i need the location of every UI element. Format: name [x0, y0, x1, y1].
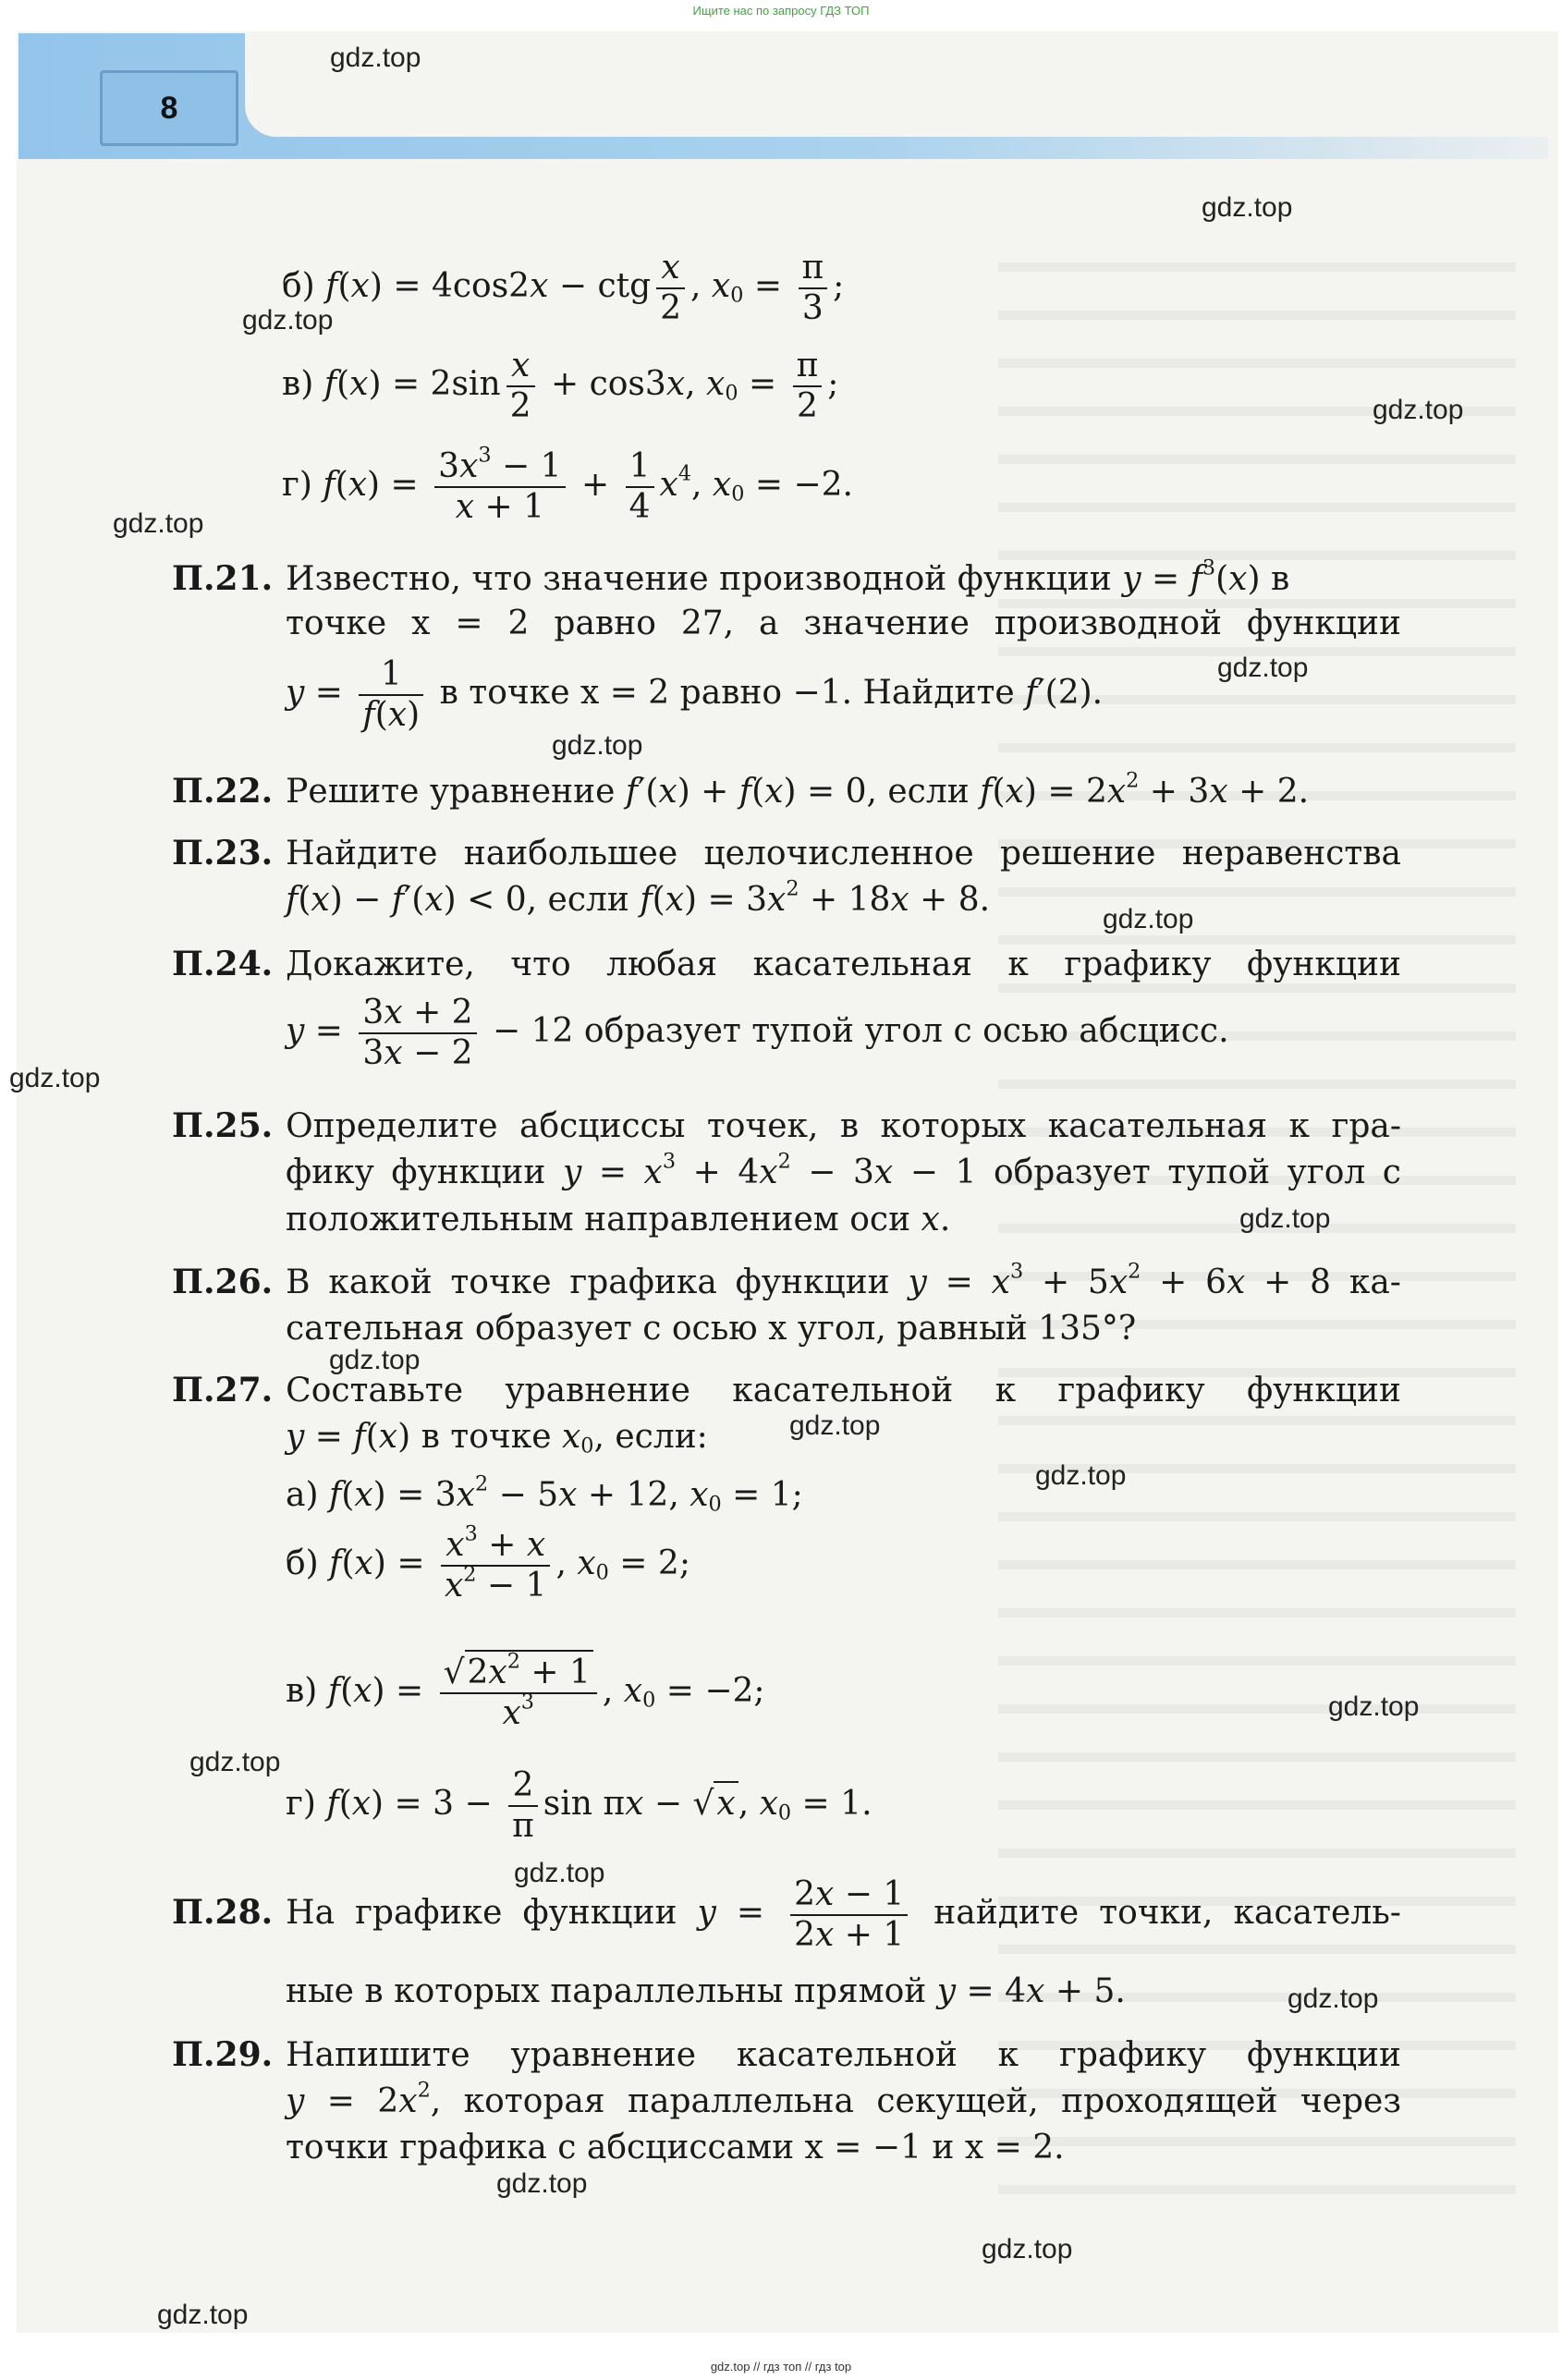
- watermark: gdz.top: [9, 1063, 101, 1093]
- item-label: б): [286, 1544, 319, 1582]
- problem-21-line2: точке x = 2 равно 27, а значение производной функции: [286, 604, 1401, 642]
- problem-label: П.28.: [172, 1893, 274, 1932]
- watermark: gdz.top: [329, 1345, 421, 1375]
- problem-25-line3: положительным направлением оси x.: [286, 1201, 951, 1239]
- problem-28-line2: ные в которых параллельны прямой y = 4x + 5.: [286, 1972, 1126, 2010]
- watermark: gdz.top: [1103, 904, 1194, 934]
- footer: gdz.top // гдз топ // гдз top: [710, 2360, 852, 2374]
- watermark: gdz.top: [789, 1410, 881, 1441]
- watermark: gdz.top: [157, 2300, 249, 2330]
- item-27v: в) f(x) = $\frac{√2x^2 + 1}{x^3}$ , $x_0 = -2$;: [286, 1649, 765, 1732]
- problem-27-line1: П.27. Составьте уравнение касательной к графику функции: [172, 1371, 1401, 1410]
- problem-label: П.25.: [172, 1106, 274, 1145]
- header-cutout: [245, 33, 1548, 137]
- watermark: gdz.top: [242, 305, 334, 336]
- problem-23-line1: П.23. Найдите наибольшее целочисленное решение неравенства: [172, 834, 1401, 873]
- item-20v: в) f(x) = 2sin $\frac{x}{2}$ + cos3x, $x_0$ = $\frac{\pi}{2}$ ;: [282, 347, 839, 425]
- watermark: gdz.top: [1287, 1983, 1379, 2014]
- item-label: г): [282, 466, 312, 504]
- item-label: в): [286, 1672, 318, 1710]
- problem-29-line2: $y = 2x^2$, которая параллельна секущей, проходящей через: [286, 2078, 1401, 2120]
- watermark: gdz.top: [552, 730, 643, 761]
- problem-label: П.26.: [172, 1263, 274, 1301]
- problem-27-line2: y = f(x) в точке $x_0$, если:: [286, 1418, 708, 1459]
- problem-label: П.27.: [172, 1371, 274, 1410]
- item-label: г): [286, 1785, 316, 1823]
- item-27a: а) $f(x) = 3x^2 - 5x + 12$, $x_0 = 1$;: [286, 1471, 803, 1517]
- item-27b: б) f(x) = $\frac{x^3 + x}{x^2 - 1}$ , $x_0 = 2$;: [286, 1521, 690, 1605]
- watermark: gdz.top: [496, 2168, 588, 2199]
- page-number: 8: [100, 70, 238, 146]
- problem-26-line1: П.26. В какой точке графика функции $y = x^3 + 5x^2 + 6x + 8$ ка-: [172, 1259, 1401, 1301]
- problem-24-line2: y = $\frac{3x + 2}{3x - 2}$ − 12 образует тупой угол с осью абсцисс.: [286, 994, 1229, 1072]
- watermark: gdz.top: [113, 508, 204, 539]
- watermark: gdz.top: [514, 1858, 605, 1888]
- problem-25-line1: П.25. Определите абсциссы точек, в которых касательная к гра-: [172, 1106, 1401, 1145]
- problem-29-line3: точки графика с абсциссами x = −1 и x = 2.: [286, 2129, 1065, 2166]
- problem-21-line3: y = $\frac{1}{f(x)}$ в точке x = 2 равно −1. Найдите f′(2).: [286, 655, 1104, 734]
- watermark: gdz.top: [1202, 192, 1293, 223]
- watermark: gdz.top: [1373, 395, 1464, 425]
- watermark: gdz.top: [1328, 1691, 1420, 1722]
- problem-label: П.23.: [172, 834, 274, 873]
- problem-label: П.24.: [172, 945, 274, 983]
- problem-24-line1: П.24. Докажите, что любая касательная к графику функции: [172, 945, 1401, 983]
- problem-23-line2: f(x) − f′(x) < 0, если $f(x) = 3x^2 + 18x + 8$.: [286, 876, 991, 919]
- watermark: gdz.top: [1217, 653, 1309, 683]
- problem-29-line1: П.29. Напишите уравнение касательной к графику функции: [172, 2035, 1401, 2074]
- item-27g: г) f(x) = 3 − $\frac{2}{\pi}$ sin πx − √x, $x_0 = 1$.: [286, 1766, 873, 1845]
- watermark: gdz.top: [330, 43, 421, 73]
- problem-26-line2: сательная образует с осью x угол, равный 135°?: [286, 1310, 1137, 1348]
- problem-label: П.21.: [172, 559, 274, 598]
- watermark: gdz.top: [1239, 1203, 1331, 1234]
- top-banner: Ищите нас по запросу ГДЗ ТОП: [692, 4, 870, 18]
- problem-28-line1: П.28. На графике функции y = $\frac{2x - 1}{2x + 1}$ найдите точки, касатель-: [172, 1875, 1401, 1954]
- item-label: б): [282, 267, 315, 305]
- item-20b: б) f(x) = 4cos2x − ctg $\frac{x}{2}$ , $x_0$ = $\frac{\pi}{3}$ ;: [282, 249, 845, 327]
- watermark: gdz.top: [982, 2234, 1073, 2264]
- item-label: а): [286, 1476, 319, 1514]
- problem-label: П.29.: [172, 2035, 274, 2074]
- problem-22: П.22. Решите уравнение f′(x) + f(x) = 0, если $f(x) = 2x^2 + 3x + 2$.: [172, 768, 1310, 811]
- watermark: gdz.top: [189, 1747, 281, 1777]
- watermark: gdz.top: [1035, 1460, 1127, 1491]
- problem-25-line2: фику функции $y = x^3 + 4x^2 - 3x - 1$ образует тупой угол с: [286, 1149, 1401, 1191]
- problem-label: П.22.: [172, 772, 274, 811]
- item-label: в): [282, 365, 314, 403]
- item-20g: г) f(x) = $\frac{3x^3 - 1}{x + 1}$ + $\frac{1}{4}$ $x^4$, $x_0 = -2$.: [282, 443, 853, 526]
- problem-21-line1: П.21. Известно, что значение производной функции $y = f^3(x)$ в: [172, 555, 1290, 598]
